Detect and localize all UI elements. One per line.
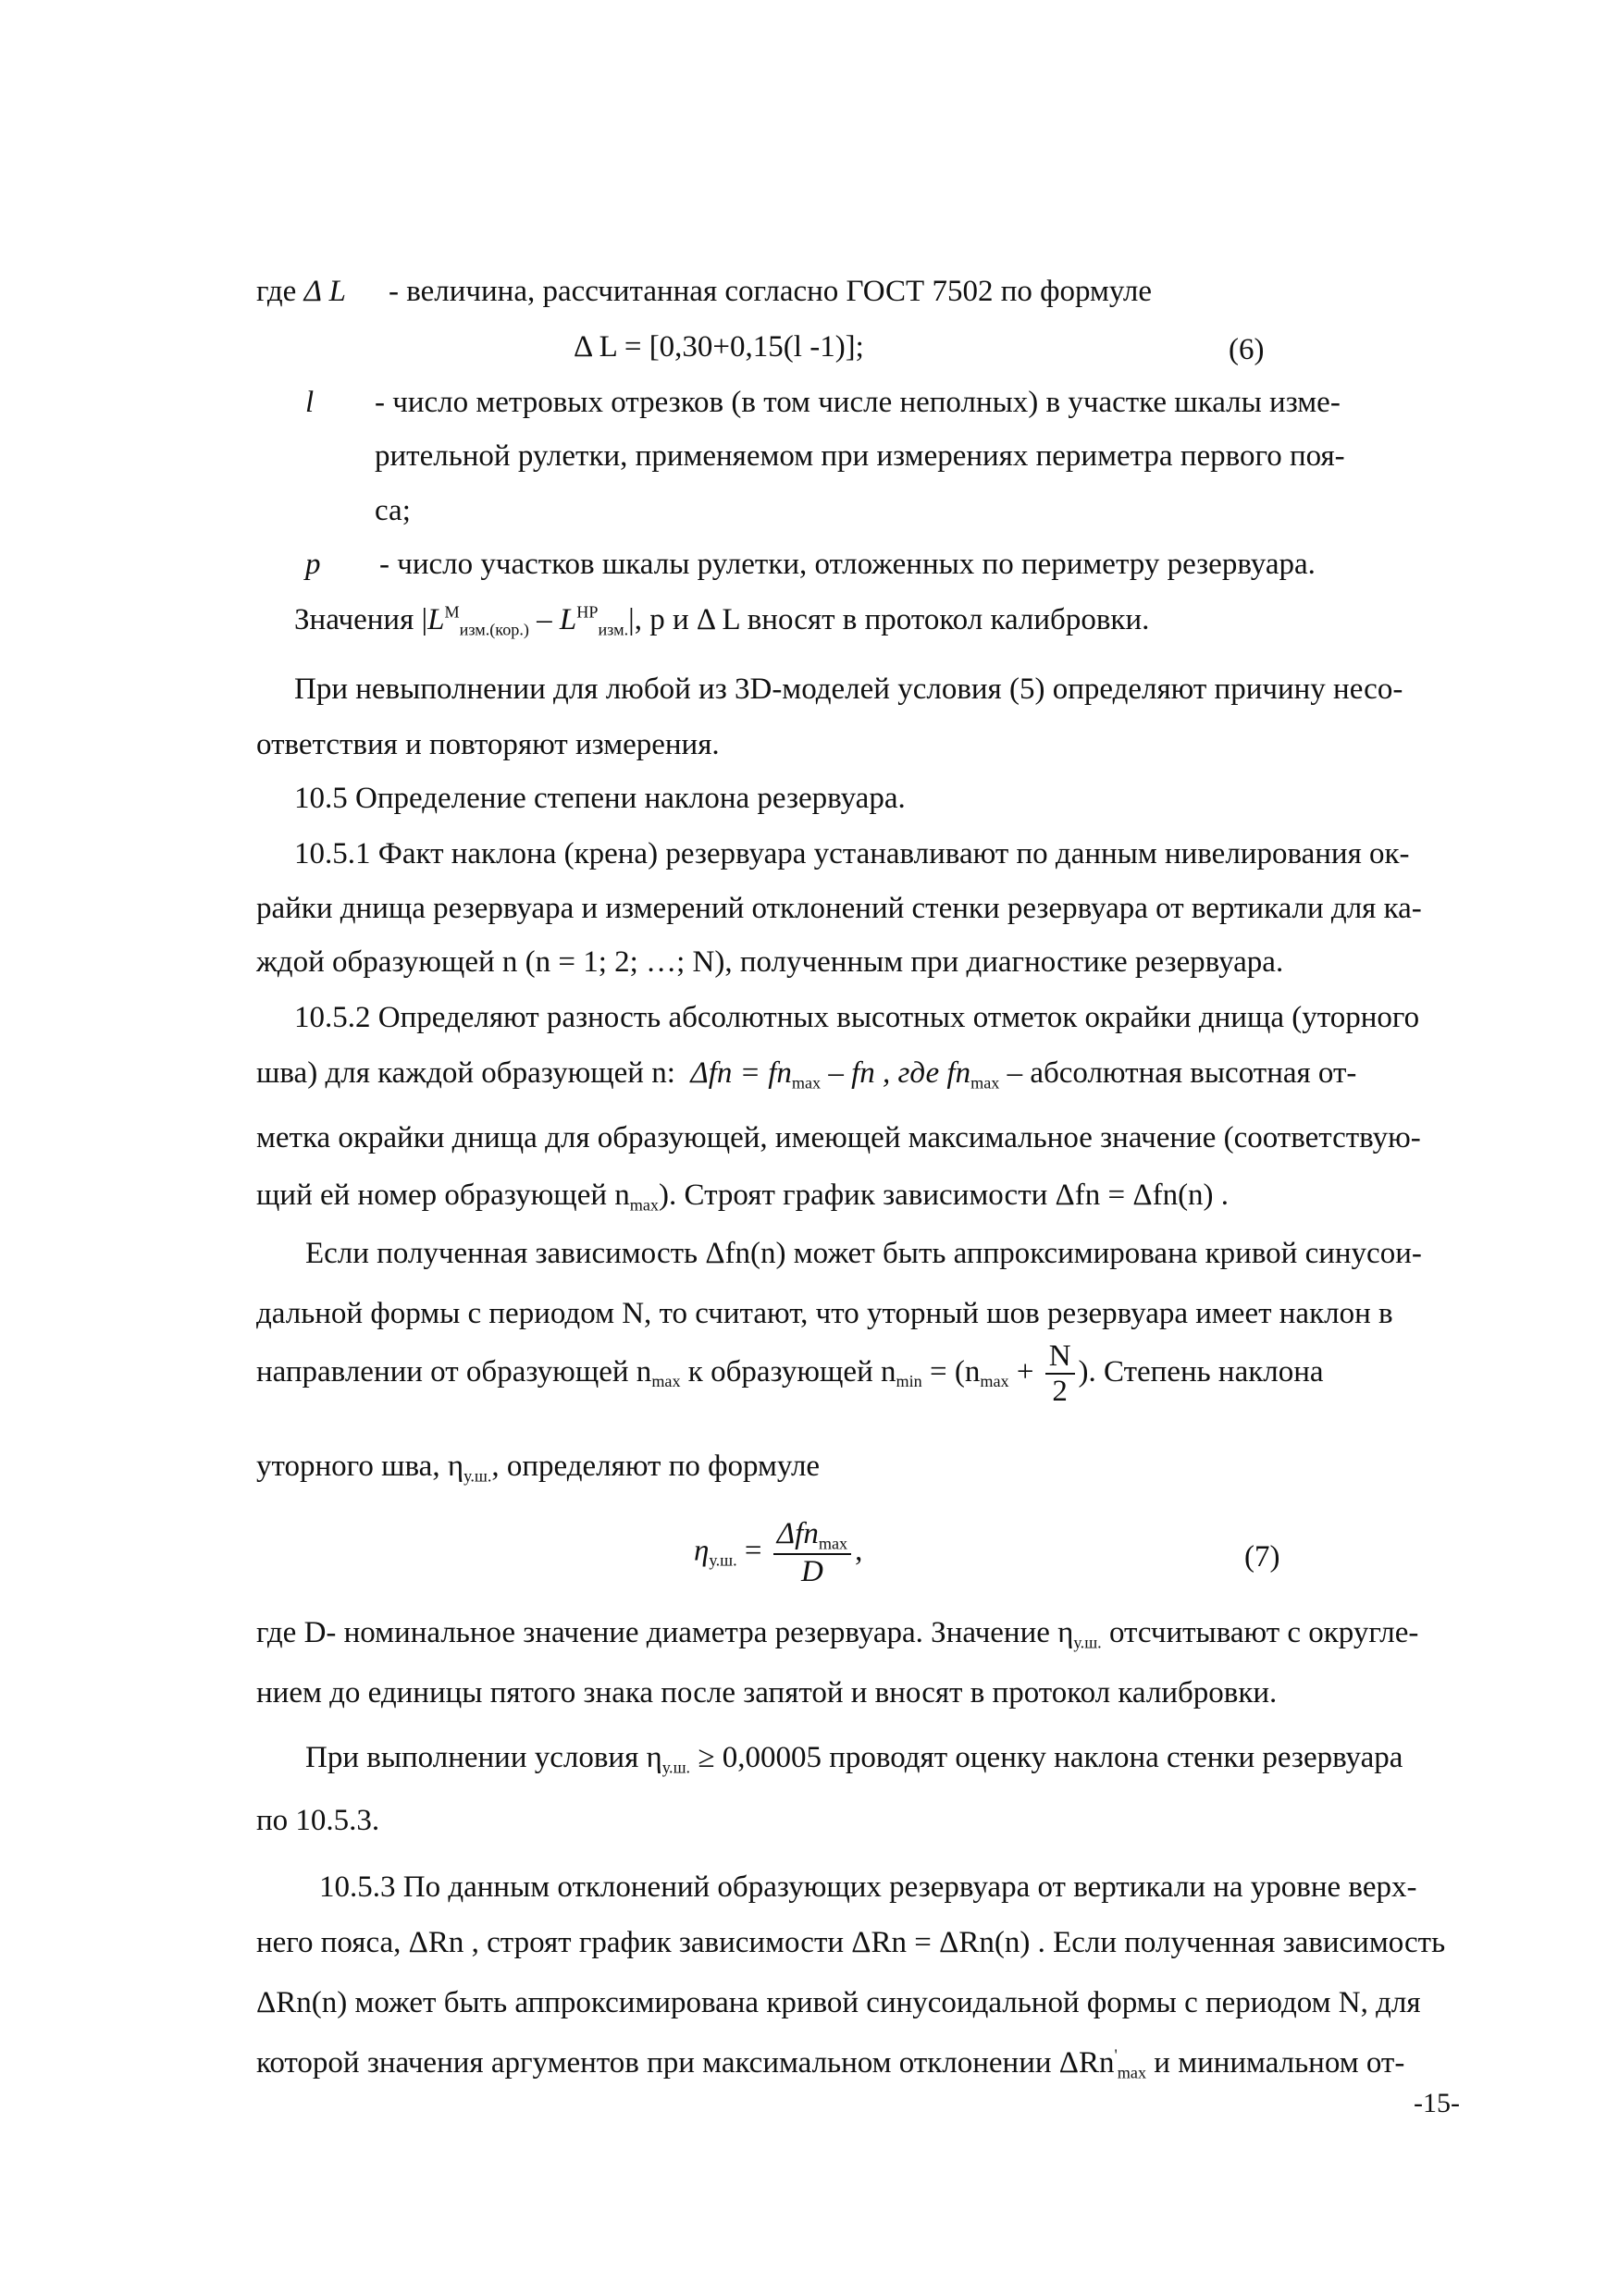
- paragraph-line: Если полученная зависимость Δfn(n) может быть аппроксимирована кривой синусои-: [305, 1237, 1422, 1270]
- paragraph-line: направлении от образующей $n_{max}$ к образующей $n_{min} = (n_{max}$ + $\frac{N}{2}$ ). Степень наклона: [256, 1339, 1324, 1409]
- fraction-n-over-2: $\frac{N}{2}$: [1045, 1339, 1075, 1409]
- paragraph-line: уторного шва, $\eta_{у.ш.}$, определяют по формуле: [256, 1450, 821, 1486]
- paragraph-line: При выполнении условия $\eta_{у.ш.} \ge 0,00005$ проводят оценку наклона стенки резервуара: [305, 1741, 1403, 1777]
- def-l-text-1: - число метровых отрезков (в том числе неполных) в участке шкалы изме-: [375, 386, 1341, 419]
- paragraph-line: щий ей номер образующей $n_{max}$). Строят график зависимости Δfn = Δfn(n) .: [256, 1179, 1230, 1215]
- paragraph-line: метка окрайки днища для образующей, имеющей максимальное значение (соответствую-: [256, 1121, 1421, 1154]
- paragraph-line: 10.5.1 Факт наклона (крена) резервуара устанавливают по данным нивелирования ок-: [294, 837, 1410, 870]
- formula-7: $\eta_{у.ш.}$ = $\frac{\Delta fn_{max}}{D}$ ,: [694, 1517, 863, 1589]
- paragraph-line: которой значения аргументов при максимальном отклонении ΔRn'$_{max}$ и минимальном от-: [256, 2045, 1405, 2082]
- formula-6: Δ L = [0,30+0,15(l -1)];: [574, 330, 864, 364]
- paragraph-line: него пояса, ΔRn , строят график зависимости ΔRn = ΔRn(n) . Если полученная зависимость: [256, 1926, 1446, 1959]
- paragraph-line: При невыполнении для любой из 3D-моделей условия (5) определяют причину несо-: [294, 673, 1403, 706]
- paragraph-line: нием до единицы пятого знака после запятой и вносят в протокол калибровки.: [256, 1676, 1278, 1710]
- paragraph-line: где D- номинальное значение диаметра резервуара. Значение $\eta_{у.ш.}$ отсчитывают с округле-: [256, 1616, 1419, 1652]
- formula-7-number: (7): [1244, 1540, 1280, 1574]
- def-dl-text: - величина, рассчитанная согласно ГОСТ 7502 по формуле: [389, 275, 1153, 308]
- def-dl-label: где Δ L: [256, 275, 346, 308]
- paragraph-line: ждой образующей n (n = 1; 2; …; N), полученным при диагностике резервуара.: [256, 945, 1284, 979]
- page-number: -15-: [1414, 2088, 1460, 2118]
- values-line: Значения $|L^М_{изм.(кор.)} - L^{НР}_{изм.}|$, p и Δ L вносят в протокол калибровки.: [294, 602, 1150, 639]
- paragraph-line: шва) для каждой образующей n: $\Delta fn = fn_{max}$ – fn , где $fn_{max}$ – абсолютная высотная от-: [256, 1056, 1357, 1092]
- def-p-text: - число участков шкалы рулетки, отложенных по периметру резервуара.: [379, 548, 1316, 581]
- paragraph-line: 10.5.2 Определяют разность абсолютных высотных отметок окрайки днища (уторного: [294, 1001, 1420, 1034]
- def-l-text-3: са;: [375, 494, 411, 527]
- paragraph-line: ΔRn(n) может быть аппроксимирована кривой синусоидальной формы с периодом N, для: [256, 1986, 1421, 2019]
- paragraph-line: 10.5.3 По данным отклонений образующих резервуара от вертикали на уровне верх-: [319, 1870, 1417, 1904]
- paragraph-line: ответствия и повторяют измерения.: [256, 728, 720, 761]
- def-p-symbol: p: [305, 548, 321, 581]
- formula-6-number: (6): [1229, 333, 1265, 366]
- section-heading: 10.5 Определение степени наклона резервуара.: [294, 782, 906, 815]
- paragraph-line: дальной формы с периодом N, то считают, что уторный шов резервуара имеет наклон в: [256, 1297, 1393, 1330]
- formula-7-fraction: $\frac{\Delta fn_{max}}{D}$: [773, 1517, 851, 1589]
- def-l-symbol: l: [305, 386, 315, 419]
- def-l-text-2: рительной рулетки, применяемом при измерениях периметра первого поя-: [375, 439, 1345, 473]
- paragraph-line: по 10.5.3.: [256, 1804, 380, 1837]
- paragraph-line: райки днища резервуара и измерений отклонений стенки резервуара от вертикали для ка-: [256, 892, 1422, 925]
